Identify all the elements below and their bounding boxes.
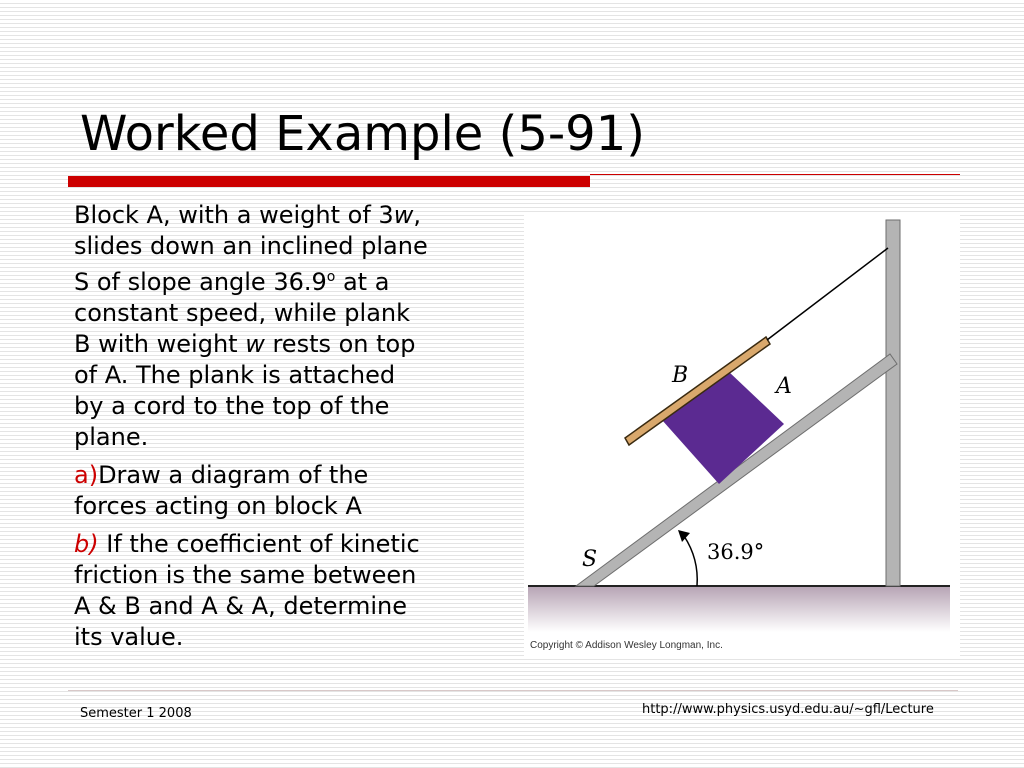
incline-diagram-svg	[524, 214, 960, 656]
vertical-post	[886, 220, 900, 586]
part-b-marker: b)	[74, 530, 99, 558]
label-a: A	[776, 374, 792, 399]
problem-statement: Block A, with a weight of 3w, slides down an inclined plane S of slope angle 36.9$^o$ at a constant speed, while plank B with weight w rests on top of A. The plank is attached by a cord to the top of the plane.	[74, 201, 428, 451]
problem-text	[74, 200, 514, 660]
label-s: S	[582, 547, 598, 572]
label-b: B	[672, 363, 689, 388]
footer-semester: Semester 1 2008	[80, 706, 192, 721]
slide-title: Worked Example (5-91)	[80, 106, 645, 162]
ground	[528, 586, 950, 632]
incline-diagram	[524, 214, 960, 656]
title-underline-rule	[590, 174, 960, 175]
part-a-marker: a)	[74, 461, 99, 489]
figure-copyright: Copyright © Addison Wesley Longman, Inc.	[530, 640, 723, 651]
footer-url: http://www.physics.usyd.edu.au/~gfl/Lecture	[642, 702, 934, 717]
part-a: a)Draw a diagram of the forces acting on block A	[74, 461, 369, 520]
part-b: b) If the coefficient of kinetic friction is the same between A & B and A & A, determine its value.	[74, 530, 420, 651]
title-underline-bar	[68, 176, 590, 187]
footer-rule	[68, 690, 958, 691]
angle-label: 36.9°	[707, 540, 765, 564]
